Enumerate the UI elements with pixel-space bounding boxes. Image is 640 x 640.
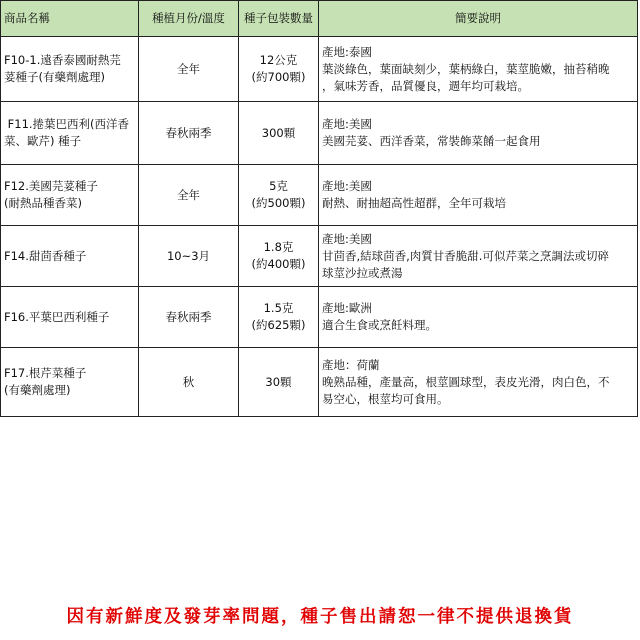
table-row bbox=[1, 102, 638, 165]
product-name-line: F12.美國芫荽種子 bbox=[4, 179, 98, 193]
season-cell: 全年 bbox=[139, 165, 239, 226]
product-name-cell bbox=[1, 102, 139, 165]
no-return-notice: 因有新鮮度及發芽率問題，種子售出請恕一律不提供退換貨 bbox=[66, 607, 574, 627]
description-cell bbox=[319, 348, 638, 417]
table-row bbox=[1, 287, 638, 348]
table-row bbox=[1, 165, 638, 226]
description-line: 產地:泰國 bbox=[322, 44, 372, 59]
quantity-line: (約500顆) bbox=[251, 196, 306, 210]
description-cell bbox=[319, 287, 638, 348]
header-package-quantity: 種子包裝數量 bbox=[239, 1, 319, 37]
table-row bbox=[1, 226, 638, 287]
product-name-line: 荽種子(有藥劑處理) bbox=[4, 70, 105, 84]
description-line: 甘茴香,結球茴香,肉質甘香脆甜.可似芹菜之烹調法或切碎 bbox=[322, 248, 609, 263]
description-cell bbox=[319, 226, 638, 287]
quantity-line: 30顆 bbox=[265, 374, 292, 389]
description-line: 產地:美國 bbox=[322, 231, 372, 246]
product-name-cell bbox=[1, 226, 139, 287]
product-name-line: F16.平葉巴西利種子 bbox=[4, 309, 110, 324]
quantity-line: 12公克 bbox=[259, 53, 298, 67]
header-description: 簡要說明 bbox=[319, 1, 638, 37]
quantity-line: (約400顆) bbox=[251, 257, 306, 271]
quantity-cell bbox=[239, 102, 319, 165]
season-cell: 全年 bbox=[139, 37, 239, 102]
description-line: 產地:美國 bbox=[322, 117, 372, 131]
description-line: 球莖沙拉或煮湯 bbox=[322, 265, 403, 280]
product-name-cell bbox=[1, 37, 139, 102]
quantity-cell bbox=[239, 165, 319, 226]
product-name-line: (有藥劑處理) bbox=[4, 383, 71, 397]
description-cell bbox=[319, 37, 638, 102]
quantity-line: (約700顆) bbox=[251, 70, 306, 84]
season-cell: 春秋兩季 bbox=[139, 102, 239, 165]
quantity-cell bbox=[239, 226, 319, 287]
product-name-line: F10-1.遠香泰國耐熱芫 bbox=[4, 53, 121, 67]
description-line: 適合生食或烹飪料理。 bbox=[322, 318, 437, 332]
season-cell: 春秋兩季 bbox=[139, 287, 239, 348]
table-row bbox=[1, 37, 638, 102]
quantity-line: (約625顆) bbox=[251, 318, 306, 332]
product-name-line: 菜、歐芹) 種子 bbox=[4, 134, 82, 148]
description-line: 產地：荷蘭 bbox=[322, 357, 380, 372]
description-line: 晚熟品種，產量高，根莖圓球型，表皮光滑，肉白色，不 bbox=[322, 374, 610, 389]
quantity-cell bbox=[239, 348, 319, 417]
description-line: 產地:美國 bbox=[322, 179, 372, 193]
quantity-line: 5克 bbox=[269, 179, 288, 193]
header-product-name: 商品名稱 bbox=[1, 1, 139, 37]
description-cell bbox=[319, 165, 638, 226]
description-line: 葉淡綠色，葉面缺刻少，葉柄綠白，葉莖脆嫩，抽苔稍晚 bbox=[322, 61, 610, 76]
description-line: 耐熱、耐抽超高性超群，全年可栽培 bbox=[322, 196, 506, 210]
product-name-line: F11.捲葉巴西利(西洋香 bbox=[4, 117, 130, 131]
product-name-cell bbox=[1, 348, 139, 417]
quantity-cell bbox=[239, 287, 319, 348]
season-cell: 10~3月 bbox=[139, 226, 239, 287]
product-name-cell bbox=[1, 165, 139, 226]
table-header-row bbox=[1, 1, 638, 37]
product-name-line: F14.甜茴香種子 bbox=[4, 248, 87, 263]
quantity-line: 1.5克 bbox=[263, 301, 294, 315]
description-line: 產地:歐洲 bbox=[322, 301, 372, 315]
description-line: ，氣味芳香，品質優良，週年均可栽培。 bbox=[322, 78, 529, 93]
description-cell bbox=[319, 102, 638, 165]
quantity-cell bbox=[239, 37, 319, 102]
product-name-cell bbox=[1, 287, 139, 348]
table-row bbox=[1, 348, 638, 417]
product-name-line: F17.根芹菜種子 bbox=[4, 366, 87, 380]
season-cell: 秋 bbox=[139, 348, 239, 417]
description-line: 易空心，根莖均可食用。 bbox=[322, 391, 449, 406]
description-line: 美國芫荽、西洋香菜，常裝飾菜餚一起食用 bbox=[322, 134, 541, 148]
quantity-line: 300顆 bbox=[261, 125, 296, 140]
product-name-line: (耐熱品種香菜) bbox=[4, 196, 82, 210]
quantity-line: 1.8克 bbox=[263, 240, 294, 254]
header-planting-season: 種植月份/溫度 bbox=[139, 1, 239, 37]
